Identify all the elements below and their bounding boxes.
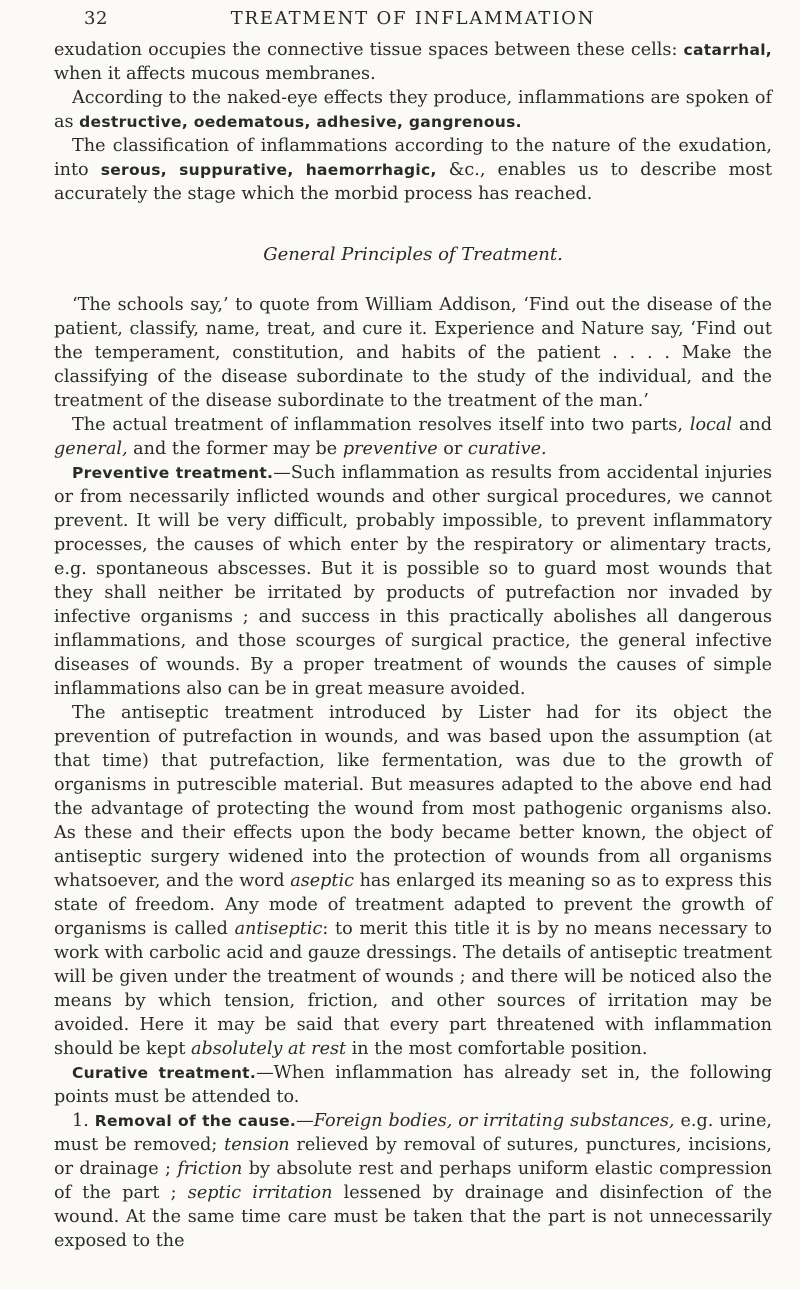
running-title: TREATMENT OF INFLAMMATION — [230, 8, 596, 29]
italic-term: antiseptic — [234, 919, 323, 939]
italic-term: preventive — [342, 439, 438, 459]
text: relieved by removal of sutures, punctures, incisions, or drainage ; — [54, 1135, 772, 1179]
text: —When inflammation has already set in, the following points must be attended to. — [54, 1063, 772, 1107]
text: The classification of inflammations according to the nature of the exudation, into — [54, 136, 772, 180]
bold-term: destructive, oedematous, adhesive, gangrenous. — [79, 113, 522, 131]
text: in the most comfortable position. — [346, 1039, 648, 1059]
text: and — [732, 415, 772, 435]
italic-term: friction — [177, 1159, 243, 1179]
paragraph-antiseptic — [54, 701, 772, 1061]
italic-term: local — [689, 415, 733, 435]
bold-term: Curative treatment. — [72, 1064, 257, 1082]
italic-term: septic irritation — [187, 1183, 333, 1203]
text: — — [296, 1111, 314, 1131]
paragraph-naked-eye — [54, 86, 772, 134]
text: According to the naked-eye effects they produce, inflammations are spoken of as — [54, 88, 772, 132]
paragraph-removal-of-cause — [54, 1109, 772, 1253]
paragraph-exudation — [54, 38, 772, 86]
text: The actual treatment of inflammation resolves itself into two parts, — [72, 415, 690, 435]
text: by absolute rest and perhaps uniform elastic compression of the part ; — [54, 1159, 772, 1203]
bold-term: Preventive treatment. — [72, 464, 274, 482]
page-header — [54, 0, 772, 38]
paragraph-actual-treatment — [54, 413, 772, 461]
bold-term: catarrhal, — [683, 41, 772, 59]
text: when it affects mucous membranes. — [54, 64, 376, 84]
italic-term: tension — [224, 1135, 290, 1155]
page-number: 32 — [84, 8, 108, 29]
text: : to merit this title it is by no means necessary to work with carbolic acid and gauze dressings. The details of antiseptic treatment will be given under the treatment of wounds ; and there will be noticed also the means by which tension, friction, and other sources of irritation may be avoided. Here it may be said that every part threatened with inflammation should be kept — [54, 919, 772, 1059]
section-heading: General Principles of Treatment. — [263, 244, 563, 265]
text: or — [437, 439, 468, 459]
paragraph-preventive — [54, 461, 772, 701]
bold-term: Removal of the cause. — [94, 1112, 297, 1130]
italic-term: absolutely at rest — [191, 1039, 347, 1059]
paragraph-addison-quote — [54, 293, 772, 413]
text: and the former may be — [127, 439, 343, 459]
text: —Such inflammation as results from accidental injuries or from necessarily inflicted wounds and other surgical procedures, we cannot prevent. It will be very difficult, probably impossible, to prevent inflammatory processes, the causes of which enter by the respiratory or alimentary tracts, e.g. spontaneous abscesses. But it is possible so to guard most wounds that they shall neither be irritated by products of putrefaction nor invaded by infective organisms ; and success in this practically abolishes all dangerous inflammations, and those scourges of surgical practice, the general infective diseases of wounds. By a proper treatment of wounds the causes of simple inflammations also can be in great measure avoided. — [54, 463, 772, 699]
paragraph-classification — [54, 134, 772, 206]
italic-term: curative. — [467, 439, 547, 459]
italic-term: general, — [54, 439, 128, 459]
text: exudation occupies the connective tissue spaces between these cells: — [54, 40, 684, 60]
text: &c., enables us to describe most accurately the stage which the morbid process has reached. — [54, 160, 773, 204]
text: e.g. urine, must be removed; — [54, 1111, 772, 1155]
list-number: 1. — [72, 1111, 89, 1131]
text: The antiseptic treatment introduced by Lister had for its object the prevention of putrefaction in wounds, and was based upon the assumption (at that time) that putrefaction, like fermentation, was due to the growth of organisms in putrescible material. But measures adapted to the above end had the advantage of protecting the wound from most pathogenic organisms also. As these and their effects upon the body became better known, the object of antiseptic surgery widened into the protection of wounds from all organisms whatsoever, and the word — [54, 703, 772, 891]
paragraph-curative — [54, 1061, 772, 1109]
italic-term: aseptic — [290, 871, 354, 891]
bold-term: serous, suppurative, haemorrhagic, — [100, 161, 437, 179]
text: ‘The schools say,’ to quote from William Addison, ‘Find out the disease of the patient, classify, name, treat, and cure it. Experience and Nature say, ‘Find out the temperament, constitution, and habits of the patient . . . . Make the classifying of the disease subordinate to the study of the individual, and the treatment of the disease subordinate to the treatment of the man.’ — [54, 295, 772, 411]
italic-term: Foreign bodies, or irritating substances, — [313, 1111, 675, 1131]
text: lessened by drainage and disinfection of the wound. At the same time care must be taken that the part is not unnecessarily exposed to the — [54, 1183, 772, 1251]
text: has enlarged its meaning so as to express this state of freedom. Any mode of treatment adapted to prevent the growth of organisms is called — [54, 871, 772, 939]
